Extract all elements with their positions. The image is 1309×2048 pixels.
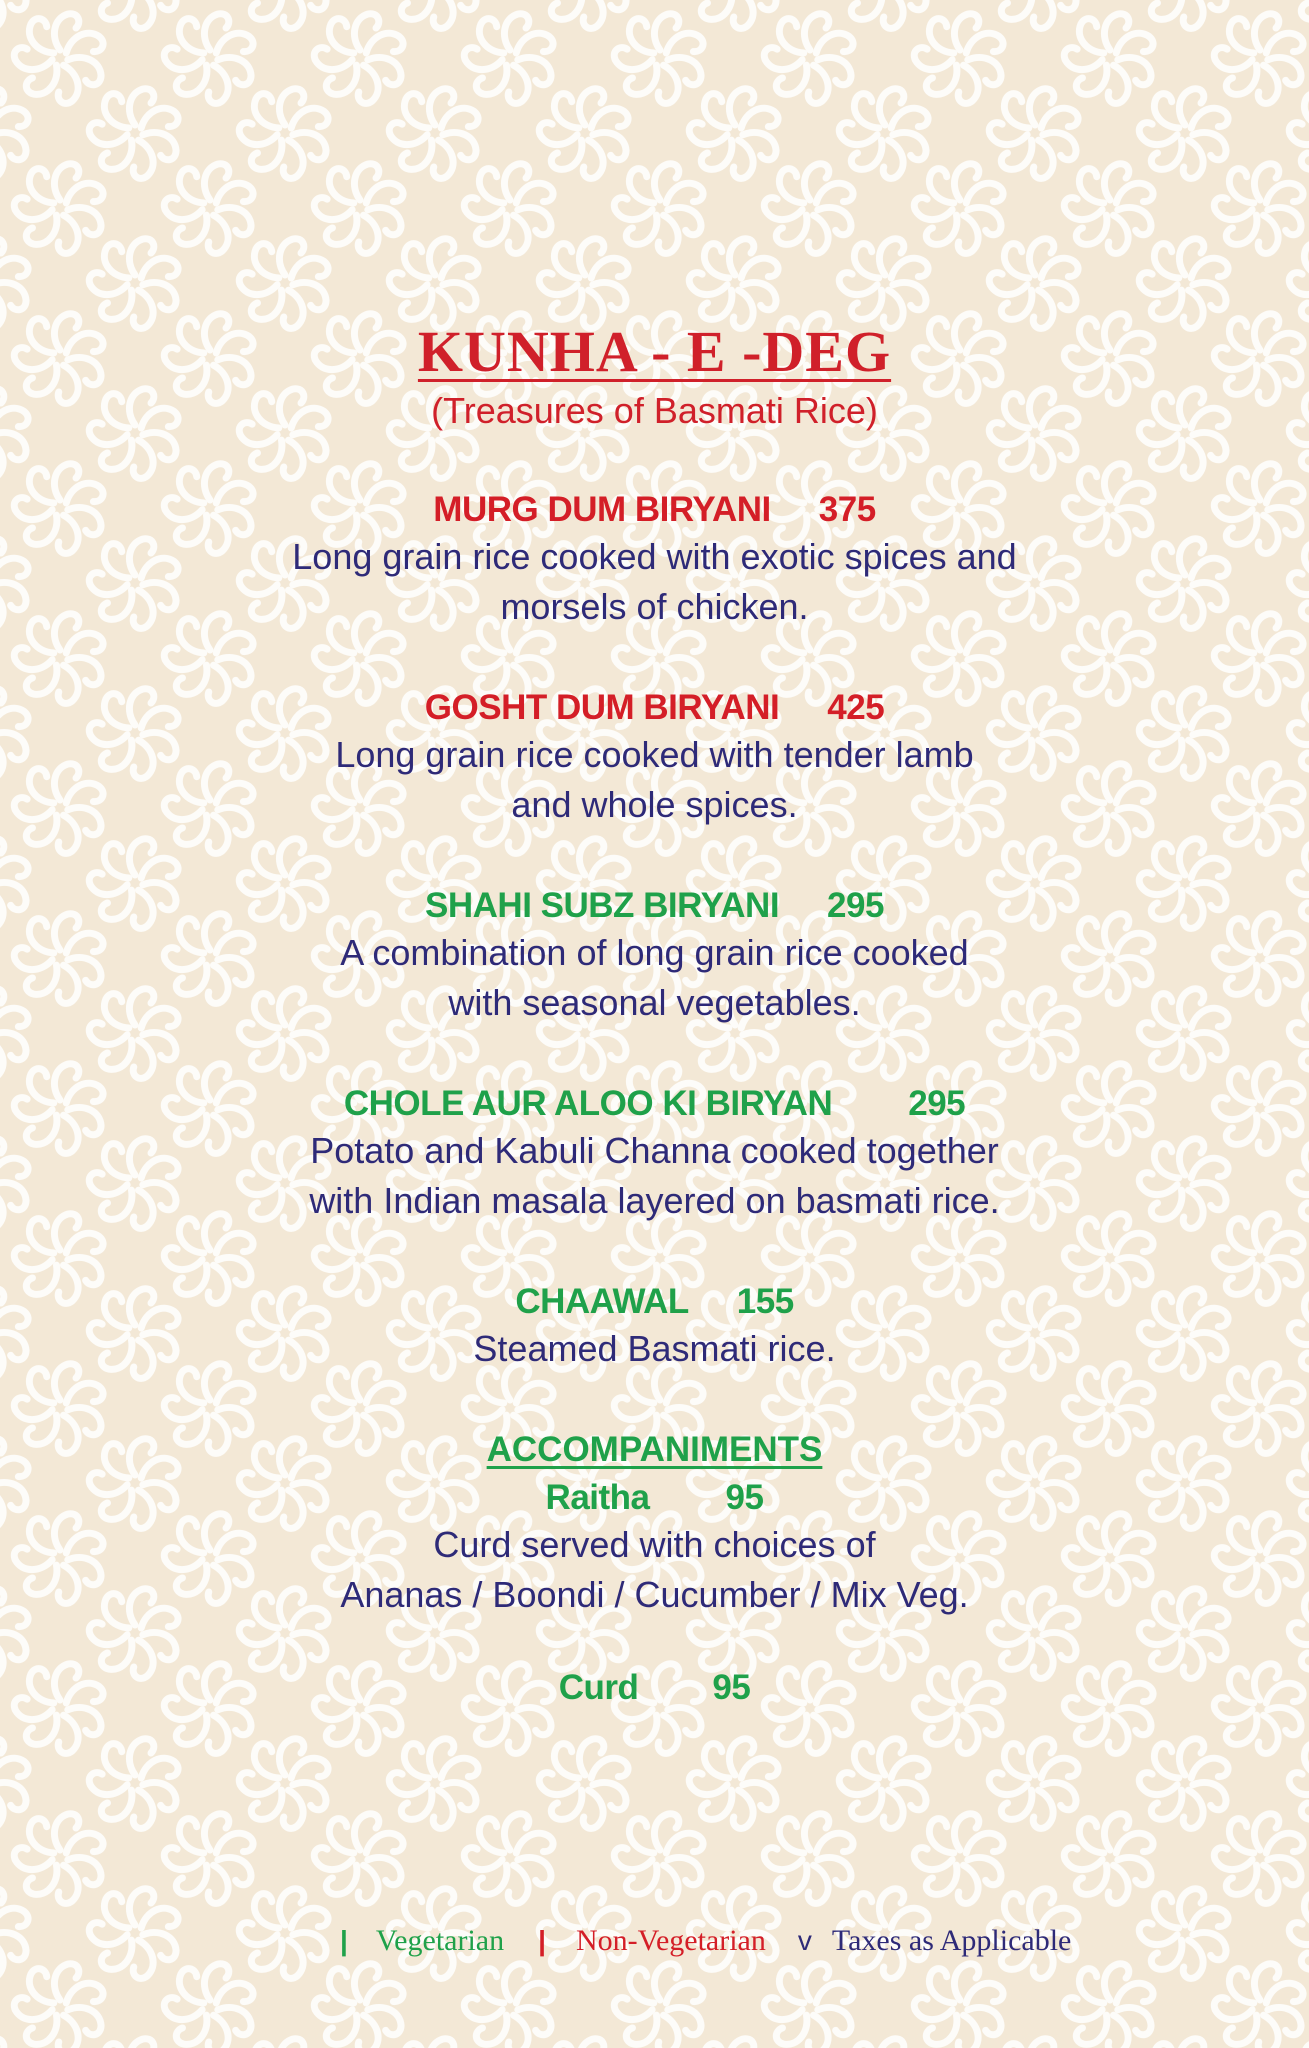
item-name: CHAAWAL	[515, 1282, 689, 1321]
description-line: A combination of long grain rice cooked	[340, 932, 969, 973]
accompaniments-heading: ACCOMPANIMENTS	[486, 1430, 823, 1469]
item-price: 95	[712, 1668, 751, 1707]
item-price: 425	[827, 688, 885, 727]
item-heading	[0, 1280, 1309, 1324]
item-name: MURG DUM BIRYANI	[433, 490, 771, 529]
item-price: 295	[908, 1084, 966, 1123]
description-line: morsels of chicken.	[500, 586, 809, 627]
item-heading	[0, 884, 1309, 928]
menu-item-chaawal	[0, 1280, 1309, 1374]
item-description	[0, 1520, 1309, 1620]
item-description	[0, 1324, 1309, 1374]
item-name: Curd	[558, 1668, 639, 1707]
item-name: Raitha	[545, 1478, 650, 1517]
description-line: Curd served with choices of	[433, 1524, 876, 1565]
item-name: GOSHT DUM BIRYANI	[424, 688, 780, 727]
description-line: Ananas / Boondi / Cucumber / Mix Veg.	[340, 1574, 969, 1615]
veg-legend-label: Vegetarian	[375, 1924, 505, 1957]
menu-item-murg-dum-biryani	[0, 488, 1309, 632]
tax-legend-label: Taxes as Applicable	[831, 1924, 1072, 1957]
item-heading	[0, 1082, 1309, 1126]
menu-item-shahi-subz-biryani	[0, 884, 1309, 1028]
description-line: Steamed Basmati rice.	[473, 1328, 836, 1369]
nonveg-indicator-icon: |	[538, 1925, 546, 1956]
item-name: SHAHI SUBZ BIRYANI	[425, 886, 780, 925]
tax-indicator-icon: v	[797, 1925, 812, 1956]
item-description	[0, 1126, 1309, 1226]
description-line: Long grain rice cooked with tender lamb	[335, 734, 974, 775]
description-line: with seasonal vegetables.	[448, 982, 861, 1023]
veg-indicator-icon: |	[340, 1925, 348, 1956]
description-line: with Indian masala layered on basmati rice.	[309, 1180, 1000, 1221]
menu-item-gosht-dum-biryani	[0, 686, 1309, 830]
item-description	[0, 730, 1309, 830]
menu-subtitle: (Treasures of Basmati Rice)	[431, 390, 878, 431]
nonveg-legend-label: Non-Vegetarian	[575, 1924, 766, 1957]
description-line: Long grain rice cooked with exotic spices and	[292, 536, 1017, 577]
item-price: 375	[818, 490, 876, 529]
item-price: 295	[827, 886, 884, 925]
menu-item-chole-aur-aloo-ki-biryan	[0, 1082, 1309, 1226]
description-line: Potato and Kabuli Channa cooked together	[310, 1130, 999, 1171]
menu-title: KUNHA - E -DEG	[417, 319, 892, 384]
accompaniments-section	[0, 1428, 1309, 1620]
item-heading	[0, 1666, 1309, 1710]
description-line: and whole spices.	[511, 784, 798, 825]
item-heading	[0, 686, 1309, 730]
item-name: CHOLE AUR ALOO KI BIRYAN	[343, 1084, 833, 1123]
item-price: 155	[736, 1282, 794, 1321]
item-description	[0, 928, 1309, 1028]
menu-legend	[340, 1924, 1071, 1958]
item-description	[0, 532, 1309, 632]
item-heading	[0, 1476, 1309, 1520]
item-heading	[0, 488, 1309, 532]
item-price: 95	[725, 1478, 764, 1517]
menu-item-curd	[0, 1666, 1309, 1710]
